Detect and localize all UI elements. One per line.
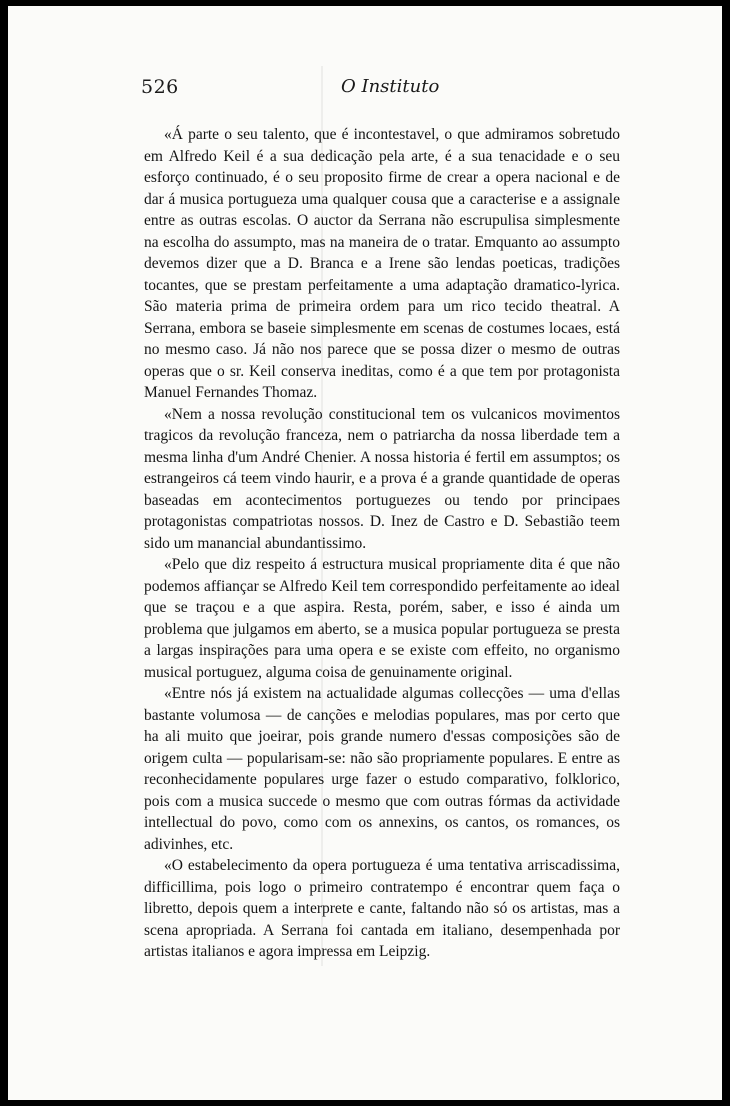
page-header (141, 76, 621, 106)
paragraph: «Á parte o seu talento, que é incontestavel, o que admiramos sobretudo em Alfredo Keil é a sua dedicação pela arte, é a sua tenacidade e o seu esforço continuado, é o seu proposito firme de crear a opera nacional e de dar á musica portugueza uma qualquer cousa que a caracterise e a assignale entre as outras escolas. O auctor da Serrana não escrupulisa simplesmente na escolha do assumpto, mas na maneira de o tratar. Emquanto ao assumpto devemos dizer que a D. Branca e a Irene são lendas poeticas, tradições tocantes, que se prestam perfeitamente a uma adaptação dramatico-lyrica. São materia prima de primeira ordem para um rico tecido theatral. A Serrana, embora se baseie simplesmente em scenas de costumes locaes, está no mesmo caso. Já não nos parece que se possa dizer o mesmo de outras operas que o sr. Keil conserva ineditas, como é a que tem por protagonista Manuel Fernandes Thomaz. (144, 126, 620, 401)
paragraph: «Nem a nossa revolução constitucional tem os vulcanicos movimentos tragicos da revolução franceza, nem o patriarcha da nossa liberdade tem a mesma linha d'um André Chenier. A nossa historia é fertil em assumptos; os estrangeiros cá teem vindo haurir, e a prova é a grande quantidade de operas baseadas em acontecimentos portuguezes ou tendo por principaes protagonistas compatriotas nossos. D. Inez de Castro e D. Sebastião teem sido um manancial abundantissimo. (144, 405, 620, 552)
paragraph: «Entre nós já existem na actualidade algumas collecções — uma d'ellas bastante volumosa — de canções e melodias populares, mas por certo que ha ali muito que joeirar, pois grande numero d'essas composições são de origem culta — popularisam-se: não são propriamente populares. E entre as reconhecidamente populares urge fazer o estudo comparativo, folklorico, pois com a musica succede o mesmo que com outras fórmas da actividade intellectual do povo, como com os annexins, os cantos, os romances, os adivinhes, etc. (144, 685, 620, 853)
page-number: 526 (141, 76, 179, 98)
book-page (8, 6, 722, 1100)
paragraph: «O estabelecimento da opera portugueza é uma tentativa arriscadissima, difficillima, pois logo o primeiro contratempo é encontrar quem faça o libretto, depois quem a interprete e cante, faltando não só os artistas, mas a scena apropriada. A Serrana foi cantada em italiano, desempenhada por artistas italianos e agora impressa em Leipzig. (144, 857, 620, 960)
paragraph: «Pelo que diz respeito á estructura musical propriamente dita é que não podemos affiançar se Alfredo Keil tem correspondido perfeitamente ao ideal que se traçou e a que aspira. Resta, porém, saber, e isso é ainda um problema que julgamos em aberto, se a musica popular portugueza se presta a largas inspirações para uma opera e se existe com effeito, no organismo musical portuguez, alguma coisa de genuinamente original. (144, 556, 620, 681)
body-text (144, 124, 620, 963)
running-title: O Instituto (341, 76, 440, 97)
